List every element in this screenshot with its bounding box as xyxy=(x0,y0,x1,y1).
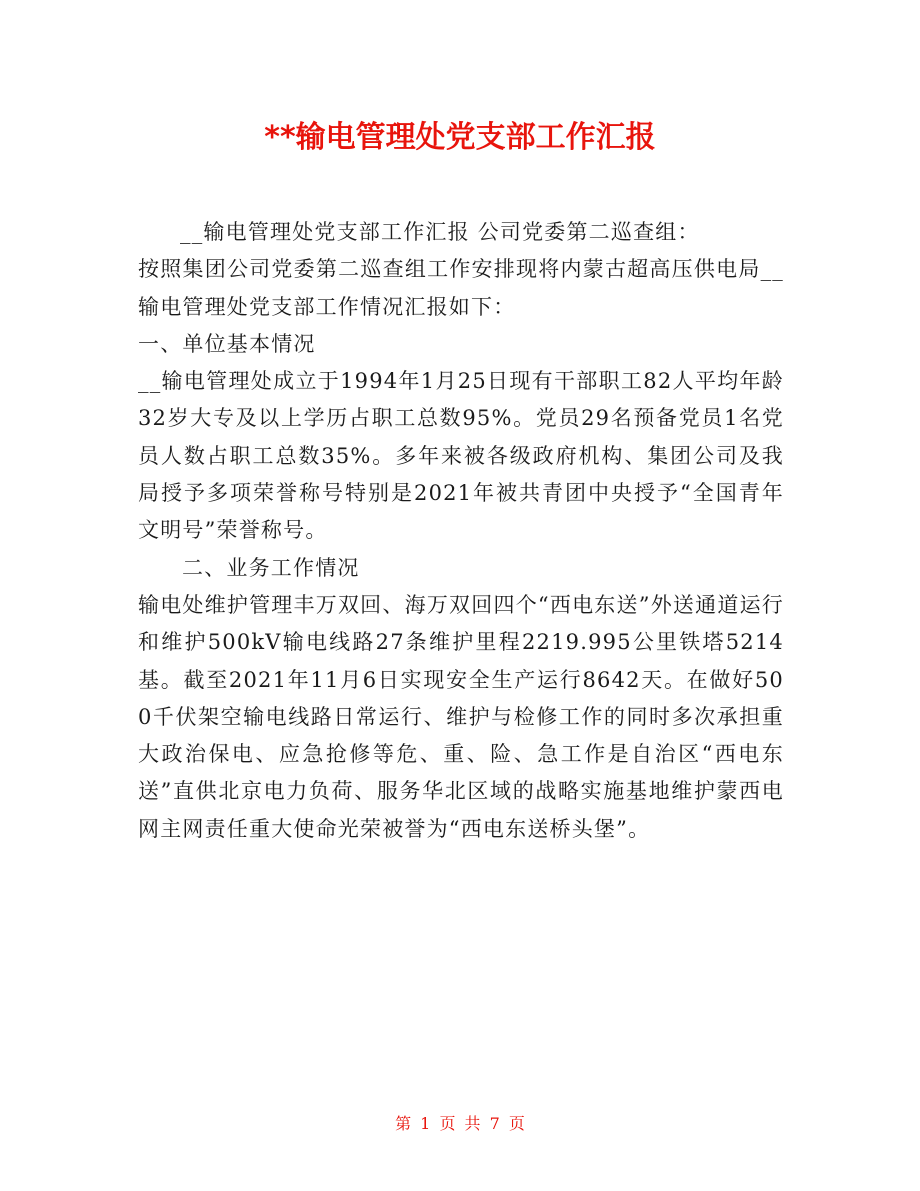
page-footer: 第 1 页 共 7 页 xyxy=(395,1114,525,1133)
paragraph-salutation: __输电管理处党支部工作汇报 公司党委第二巡查组： xyxy=(180,220,700,244)
document-title: **输电管理处党支部工作汇报 xyxy=(264,120,656,155)
document-body xyxy=(138,214,784,848)
paragraph-unit-info: __输电管理处成立于1994年1月25日现有干部职工82人平均年龄32岁大专及以上学历占职工总数95%。党员29名预备党员1名党员人数占职工总数35%。多年来被各级政府机构、集团公司及我局授予多项荣誉称号特别是2021年被共青团中央授予“全国青年文明号”荣誉称号。 xyxy=(138,369,784,543)
section-heading-2: 二、业务工作情况 xyxy=(182,555,360,580)
section-heading-1: 一、单位基本情况 xyxy=(138,331,316,356)
paragraph-intro: 按照集团公司党委第二巡查组工作安排现将内蒙古超高压供电局__输电管理处党支部工作情况汇报如下： xyxy=(138,257,784,319)
paragraph-business-info: 输电处维护管理丰万双回、海万双回四个“西电东送”外送通道运行和维护500kV输电线路27条维护里程2219.995公里铁塔5214基。截至2021年11月6日实现安全生产运行8642天。在做好500千伏架空输电线路日常运行、维护与检修工作的同时多次承担重大政治保电、应急抢修等危、重、险、急工作是自治区“西电东送”直供北京电力负荷、服务华北区域的战略实施基地维护蒙西电网主网责任重大使命光荣被誉为“西电东送桥头堡”。 xyxy=(138,592,784,841)
